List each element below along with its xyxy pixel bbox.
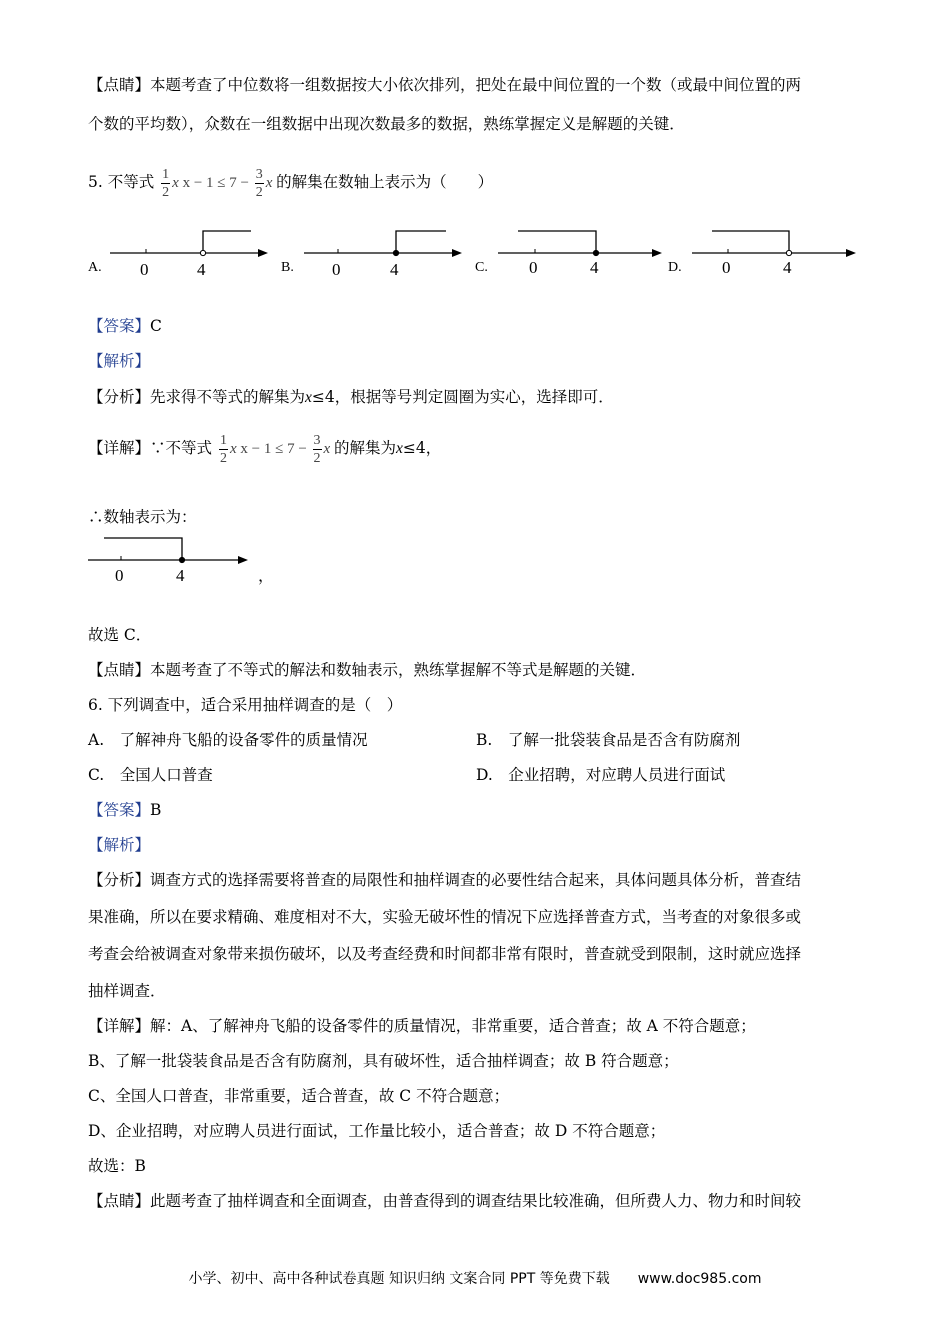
text-line: D、企业招聘，对应聘人员进行面试，工作量比较小，适合普查；故 D 不符合题意； bbox=[88, 1122, 666, 1140]
page-footer: 小学、初中、高中各种试卷真题 知识归纳 文案合同 PPT 等免费下载 www.doc985.com bbox=[188, 1271, 762, 1287]
answer-line: 【答案】B bbox=[88, 801, 162, 819]
analysis-heading: 【解析】 bbox=[88, 836, 151, 854]
tick-4: 4 bbox=[176, 566, 185, 585]
tick-0: 0 bbox=[332, 260, 341, 279]
text-line: 考查会给被调查对象带来损伤破坏，以及考查经费和时间都非常有限时，普查就受到限制，这时就应选择 bbox=[88, 945, 802, 963]
tick-0: 0 bbox=[115, 566, 124, 585]
option-c: C. 全国人口普查 bbox=[88, 766, 213, 784]
text-line: C、全国人口普查，非常重要，适合普查，故 C 不符合题意； bbox=[88, 1087, 510, 1105]
text-line: 【点睛】本题考查了不等式的解法和数轴表示，熟练掌握解不等式是解题的关键． bbox=[88, 661, 647, 679]
text-line: 故选 C． bbox=[88, 626, 152, 644]
text-line: 果准确，所以在要求精确、难度相对不大，实验无破坏性的情况下应选择普查方式，当考查的对象很多或 bbox=[88, 908, 802, 926]
tick-4: 4 bbox=[590, 258, 599, 277]
number-line-option-d bbox=[690, 228, 860, 283]
option-a-label: A. bbox=[88, 260, 102, 275]
therefore-line: ∴数轴表示为： bbox=[88, 508, 197, 526]
tick-0: 0 bbox=[722, 258, 731, 277]
text-line: B、了解一批袋装食品是否含有防腐剂，具有破坏性，适合抽样调查；故 B 符合题意； bbox=[88, 1052, 679, 1070]
option-c-label: C. bbox=[475, 260, 488, 275]
number-line-option-b bbox=[302, 228, 467, 283]
tick-0: 0 bbox=[140, 260, 149, 279]
text-line: 【详解】解：A、了解神舟飞船的设备零件的质量情况，非常重要，适合普查；故 A 不符合题意； bbox=[88, 1017, 756, 1035]
text-line: 个数的平均数），众数在一组数据中出现次数最多的数据，熟练掌握定义是解题的关键． bbox=[88, 115, 685, 133]
number-line-option-c bbox=[496, 228, 666, 283]
option-b: B. 了解一批袋装食品是否含有防腐剂 bbox=[476, 731, 741, 749]
number-line-option-a bbox=[108, 228, 273, 283]
question-5-stem: 5. 不等式 $\frac{1}{2}$ x x − 1 ≤ 7 − $\frac{3}{2}$ x 的解集在数轴上表示为（ ） bbox=[88, 167, 494, 201]
solution-number-line bbox=[86, 535, 286, 590]
answer-line: 【答案】C bbox=[88, 317, 162, 335]
option-a: A. 了解神舟飞船的设备零件的质量情况 bbox=[88, 731, 368, 749]
question-6-stem: 6. 下列调查中，适合采用抽样调查的是（ ） bbox=[88, 696, 403, 714]
tick-4: 4 bbox=[390, 260, 399, 279]
text-line: 【分析】调查方式的选择需要将普查的局限性和抽样调查的必要性结合起来，具体问题具体分析，普查结 bbox=[88, 871, 802, 889]
option-d-label: D. bbox=[668, 260, 682, 275]
option-d: D. 企业招聘，对应聘人员进行面试 bbox=[476, 766, 726, 784]
comma: ， bbox=[258, 566, 275, 585]
fenxi-line: 【分析】先求得不等式的解集为x≤4，根据等号判定圆圈为实心，选择即可． bbox=[88, 388, 614, 406]
tick-0: 0 bbox=[529, 258, 538, 277]
tick-4: 4 bbox=[197, 260, 206, 279]
text-line: 【点睛】本题考查了中位数将一组数据按大小依次排列，把处在最中间位置的一个数（或最中间位置的两 bbox=[88, 76, 802, 94]
inequality-expression: $\frac{1}{2}$ x x − 1 ≤ 7 − $\frac{3}{2}$ x bbox=[162, 167, 273, 201]
text-line: 【点睛】此题考查了抽样调查和全面调查，由普查得到的调查结果比较准确，但所费人力、物力和时间较 bbox=[88, 1192, 802, 1210]
analysis-heading: 【解析】 bbox=[88, 352, 151, 370]
text-line: 抽样调查． bbox=[88, 982, 166, 1000]
inequality-expression: $\frac{1}{2}$ x x − 1 ≤ 7 − $\frac{3}{2}$ x bbox=[219, 433, 331, 467]
xiangjie-line: 【详解】∵不等式 $\frac{1}{2}$ x x − 1 ≤ 7 − $\frac{3}{2}$ x 的解集为x≤4， bbox=[88, 433, 442, 467]
tick-4: 4 bbox=[783, 258, 792, 277]
option-b-label: B. bbox=[281, 260, 294, 275]
text-line: 故选：B bbox=[88, 1157, 146, 1175]
